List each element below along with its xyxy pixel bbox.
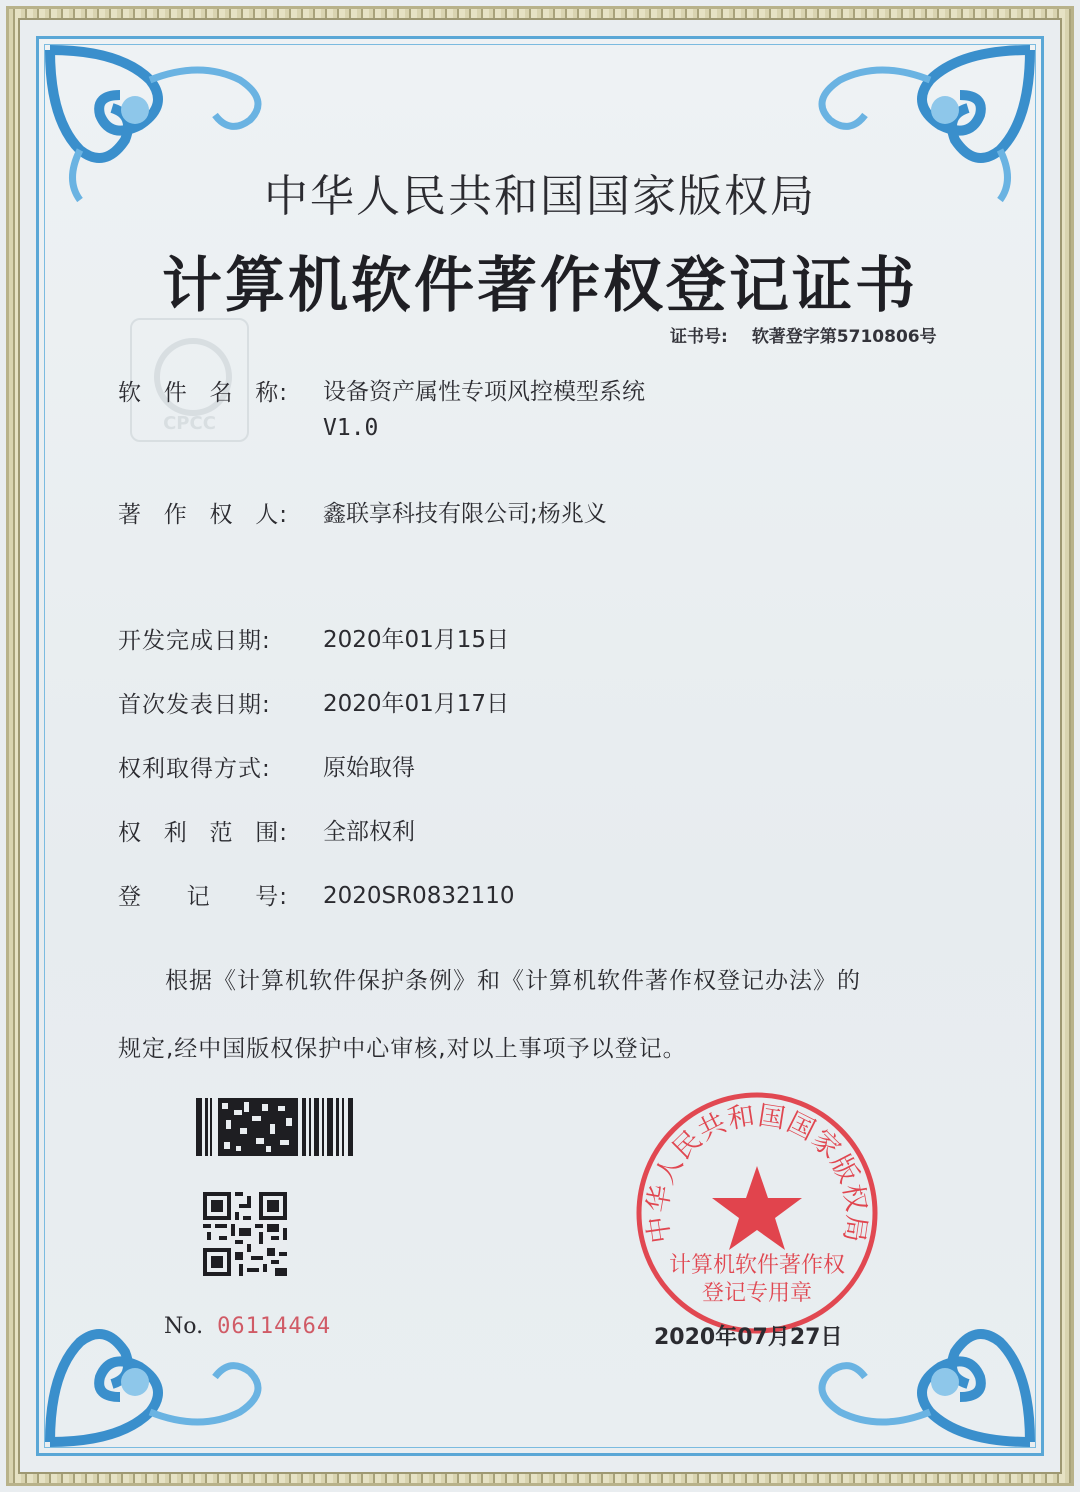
svg-text:登记专用章: 登记专用章 bbox=[701, 1281, 813, 1306]
copyright-holder-value: 鑫联享科技有限公司;杨兆义 bbox=[323, 501, 607, 527]
svg-text:中华人民共和国国家版权局: 中华人民共和国国家版权局 bbox=[642, 1100, 872, 1246]
certificate-title: 计算机软件著作权登记证书 bbox=[162, 251, 918, 321]
rights-acquisition-label: 权利取得方式: bbox=[118, 756, 271, 782]
svg-text:计算机软件著作权: 计算机软件著作权 bbox=[668, 1253, 846, 1278]
rights-scope-value: 全部权利 bbox=[323, 819, 415, 845]
rights-scope-label: 权 利 范 围: bbox=[118, 820, 288, 846]
dev-completion-date-label: 开发完成日期: bbox=[118, 628, 271, 654]
registration-number-value: 2020SR0832110 bbox=[323, 883, 515, 909]
official-seal-icon bbox=[632, 1088, 882, 1338]
rights-acquisition-value: 原始取得 bbox=[323, 755, 415, 781]
qr-code-icon bbox=[203, 1192, 287, 1276]
statement-line-2: 规定,经中国版权保护中心审核,对以上事项予以登记。 bbox=[118, 1036, 687, 1062]
issuing-authority: 中华人民共和国国家版权局 bbox=[264, 171, 816, 222]
registration-number-label: 登 记 号: bbox=[118, 884, 288, 910]
issue-date: 2020年07月27日 bbox=[654, 1325, 843, 1350]
cpcc-watermark-logo: CPCC bbox=[130, 318, 249, 442]
software-name-label: 软 件 名 称: bbox=[118, 380, 288, 406]
serial-value: 06114464 bbox=[217, 1314, 332, 1339]
statement-line-1: 根据《计算机软件保护条例》和《计算机软件著作权登记办法》的 bbox=[165, 968, 861, 994]
barcode-icon bbox=[196, 1098, 356, 1156]
software-name-value: 设备资产属性专项风控模型系统 V1.0 bbox=[323, 379, 645, 441]
certificate-number bbox=[670, 322, 937, 347]
serial-label: No. bbox=[164, 1314, 204, 1339]
dev-completion-date-value: 2020年01月15日 bbox=[323, 627, 510, 653]
first-publish-date-label: 首次发表日期: bbox=[118, 692, 271, 718]
serial-number bbox=[164, 1314, 331, 1339]
first-publish-date-value: 2020年01月17日 bbox=[323, 691, 510, 717]
copyright-holder-label: 著 作 权 人: bbox=[118, 502, 288, 528]
certificate-number-label: 证书号: bbox=[670, 327, 728, 347]
certificate-number-value: 软著登字第5710806号 bbox=[751, 327, 937, 347]
corner-ornament-icon bbox=[40, 1282, 280, 1452]
